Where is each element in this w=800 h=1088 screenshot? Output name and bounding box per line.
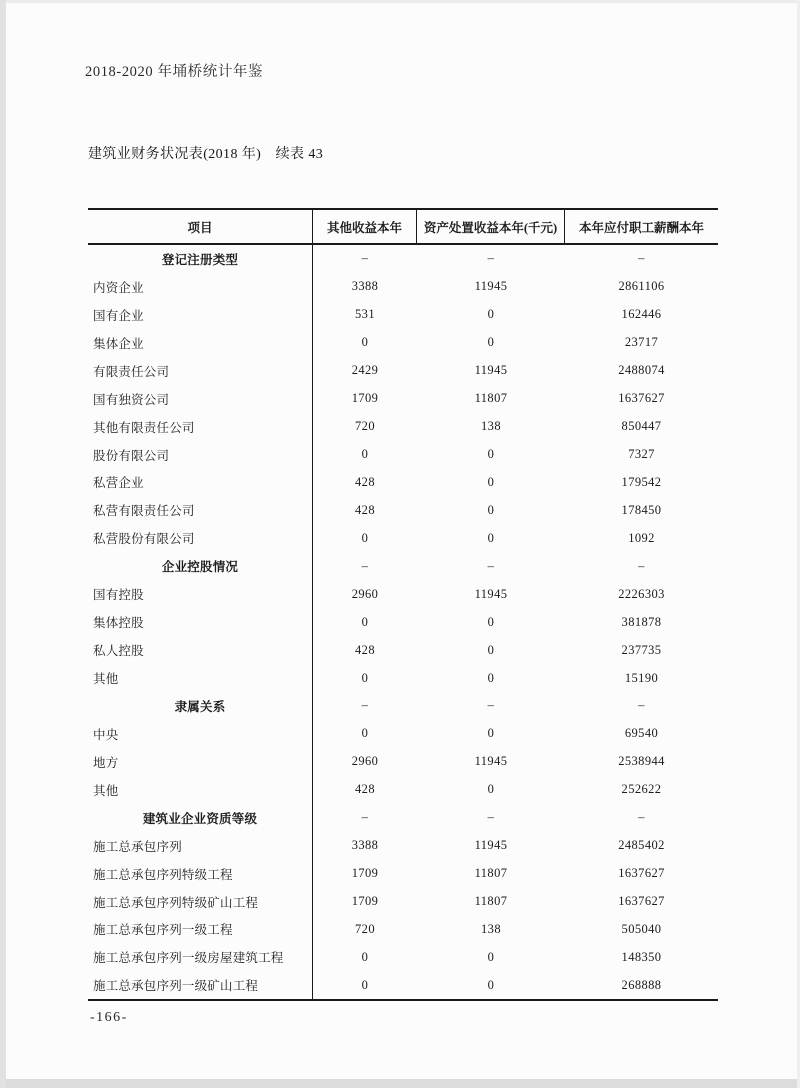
row-value: 381878 (621, 614, 662, 629)
row-value: 69540 (624, 726, 659, 741)
row-label: 集体控股 (88, 608, 313, 636)
row-label: 施工总承包序列 (88, 832, 313, 860)
row-label: 其他 (88, 664, 313, 692)
row-value: 11945 (474, 586, 508, 601)
row-value: 11945 (474, 754, 508, 769)
column-header-asset-disposal-income: 资产处置收益本年(千元) (417, 210, 565, 243)
row-label: 建筑业企业资质等级 (88, 804, 313, 832)
row-value: 0 (361, 949, 369, 964)
row-value: – (361, 698, 369, 713)
row-value: 11807 (474, 866, 508, 881)
row-label: 其他有限责任公司 (88, 413, 313, 441)
column-header-other-income: 其他收益本年 (313, 210, 417, 243)
row-value: – (638, 558, 645, 573)
table-row (88, 888, 718, 916)
row-label: 施工总承包序列一级矿山工程 (88, 971, 313, 999)
table-body (88, 245, 718, 1001)
table-row (88, 916, 718, 944)
row-label: 集体企业 (88, 329, 313, 357)
row-value: 2861106 (618, 279, 665, 294)
row-value: 0 (487, 977, 495, 992)
row-value: 0 (361, 670, 369, 685)
row-value: 0 (487, 670, 495, 685)
row-value: 0 (487, 502, 495, 517)
row-value: 268888 (621, 977, 662, 992)
row-label: 地方 (88, 748, 313, 776)
row-label: 施工总承包序列特级工程 (88, 860, 313, 888)
row-value: 720 (355, 419, 375, 434)
financial-table (88, 208, 718, 1001)
row-value: 0 (361, 726, 369, 741)
column-header-payable-compensation: 本年应付职工薪酬本年 (578, 220, 704, 235)
row-value: 0 (487, 474, 495, 489)
row-label: 私营企业 (88, 469, 313, 497)
table-section-row (88, 245, 718, 273)
table-title: 建筑业财务状况表(2018 年) 续表 43 (88, 147, 324, 162)
row-value: 1637627 (618, 894, 665, 909)
row-label: 中央 (88, 720, 313, 748)
table-row (88, 580, 718, 608)
row-value: – (361, 810, 369, 825)
row-value: 0 (487, 530, 495, 545)
row-label: 国有独资公司 (88, 385, 313, 413)
yearbook-title: 2018-2020 年埇桥统计年鉴 (85, 64, 264, 80)
row-value: 11945 (474, 363, 508, 378)
row-value: 0 (361, 447, 369, 462)
row-value: 2538944 (618, 754, 665, 769)
row-value: 138 (481, 419, 501, 434)
row-value: 3388 (351, 279, 379, 294)
table-row (88, 329, 718, 357)
table-row (88, 720, 718, 748)
table-row (88, 608, 718, 636)
row-label: 登记注册类型 (88, 245, 313, 273)
row-value: 2488074 (618, 363, 665, 378)
row-value: 3388 (351, 838, 379, 853)
row-value: 11807 (474, 894, 508, 909)
row-value: 11945 (474, 838, 508, 853)
table-row (88, 441, 718, 469)
row-value: – (487, 810, 495, 825)
row-value: – (638, 698, 645, 713)
table-row (88, 832, 718, 860)
row-value: 11945 (474, 279, 508, 294)
table-header-row (88, 208, 718, 245)
row-value: 428 (355, 474, 375, 489)
table-row (88, 971, 718, 999)
row-value: 252622 (621, 782, 662, 797)
row-label: 其他 (88, 776, 313, 804)
row-value: 23717 (624, 335, 659, 350)
row-value: – (487, 698, 495, 713)
table-row (88, 496, 718, 524)
row-value: 1709 (351, 391, 379, 406)
row-value: 0 (487, 614, 495, 629)
row-value: 0 (361, 335, 369, 350)
row-value: 0 (361, 977, 369, 992)
row-value: 162446 (621, 307, 662, 322)
row-value: 720 (355, 921, 375, 936)
row-value: 0 (487, 447, 495, 462)
table-section-row (88, 804, 718, 832)
row-label: 私营股份有限公司 (88, 524, 313, 552)
row-value: 2485402 (618, 838, 665, 853)
table-row (88, 357, 718, 385)
row-value: – (487, 558, 495, 573)
row-value: – (361, 251, 369, 266)
row-value: 0 (487, 726, 495, 741)
row-value: 1709 (351, 894, 379, 909)
row-value: 0 (361, 530, 369, 545)
row-value: – (638, 810, 645, 825)
table-section-row (88, 552, 718, 580)
row-value: 237735 (621, 642, 662, 657)
table-row (88, 943, 718, 971)
row-value: 7327 (628, 447, 655, 462)
row-value: 1709 (351, 866, 379, 881)
row-value: 2226303 (618, 586, 665, 601)
row-label: 施工总承包序列一级房屋建筑工程 (88, 943, 313, 971)
row-value: 428 (355, 782, 375, 797)
row-label: 企业控股情况 (88, 552, 313, 580)
row-value: 2960 (351, 586, 379, 601)
row-value: 505040 (621, 921, 662, 936)
row-value: 0 (487, 782, 495, 797)
row-value: 0 (487, 307, 495, 322)
row-value: 428 (355, 502, 375, 517)
row-value: 1637627 (618, 866, 665, 881)
row-value: 0 (487, 642, 495, 657)
row-value: 178450 (621, 502, 662, 517)
row-value: 0 (487, 335, 495, 350)
row-label: 国有控股 (88, 580, 313, 608)
table-row (88, 413, 718, 441)
table-row (88, 469, 718, 497)
row-label: 私营有限责任公司 (88, 496, 313, 524)
row-label: 有限责任公司 (88, 357, 313, 385)
row-label: 隶属关系 (88, 692, 313, 720)
row-label: 股份有限公司 (88, 441, 313, 469)
row-value: 0 (487, 949, 495, 964)
row-value: 850447 (621, 419, 662, 434)
table-row (88, 748, 718, 776)
row-label: 施工总承包序列一级工程 (88, 916, 313, 944)
row-value: 0 (361, 614, 369, 629)
table-row (88, 301, 718, 329)
table-row (88, 385, 718, 413)
row-value: 148350 (621, 949, 662, 964)
row-label: 国有企业 (88, 301, 313, 329)
table-row (88, 273, 718, 301)
row-value: 179542 (621, 474, 662, 489)
table-row (88, 524, 718, 552)
row-value: – (638, 251, 645, 266)
page-number: -166- (90, 1010, 128, 1025)
row-value: 2960 (351, 754, 379, 769)
row-value: 138 (481, 921, 501, 936)
row-value: 15190 (624, 670, 659, 685)
column-header-item: 项目 (88, 210, 313, 243)
row-value: 2429 (351, 363, 379, 378)
table-row (88, 776, 718, 804)
row-value: 1637627 (618, 391, 665, 406)
row-label: 内资企业 (88, 273, 313, 301)
row-label: 施工总承包序列特级矿山工程 (88, 888, 313, 916)
row-value: – (361, 558, 369, 573)
table-row (88, 664, 718, 692)
table-row (88, 636, 718, 664)
row-label: 私人控股 (88, 636, 313, 664)
table-row (88, 860, 718, 888)
row-value: 428 (355, 642, 375, 657)
row-value: – (487, 251, 495, 266)
row-value: 1092 (628, 530, 655, 545)
table-section-row (88, 692, 718, 720)
row-value: 11807 (474, 391, 508, 406)
row-value: 531 (355, 307, 375, 322)
